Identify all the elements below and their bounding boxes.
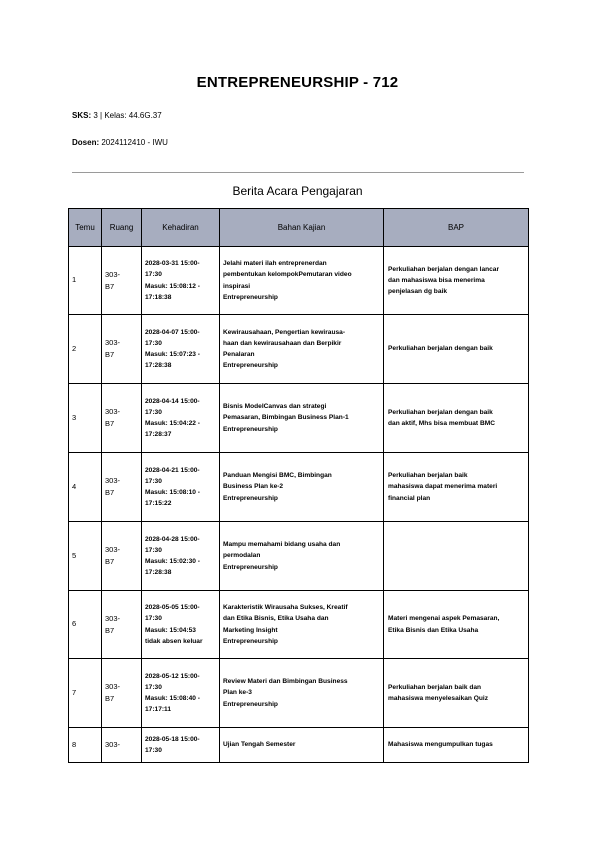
cell-bap-line: mahasiswa menyelesaikan Quiz xyxy=(388,695,489,702)
cell-bap xyxy=(384,247,529,315)
cell-kehadiran-line: 17:28:38 xyxy=(145,362,172,370)
cell-bap xyxy=(384,453,529,522)
cell-kehadiran-line: 17:30 xyxy=(145,408,162,416)
dosen-label: Dosen: xyxy=(72,138,100,147)
table-row xyxy=(69,659,529,728)
cell-bahan-kajian-line: pembentukan kelompokPemutaran video xyxy=(223,271,352,279)
table-row xyxy=(69,315,529,384)
cell-kehadiran-line: 17:30 xyxy=(145,546,162,554)
cell-bahan-kajian-line: Pemasaran, Bimbingan Business Plan-1 xyxy=(223,414,349,422)
teaching-log-table xyxy=(68,208,529,763)
column-header-bahan-kajian: Bahan Kajian xyxy=(220,209,384,247)
cell-ruang-line: B7 xyxy=(105,419,115,428)
cell-bahan-kajian-line: Review Materi dan Bimbingan Business xyxy=(223,678,348,686)
cell-bahan-kajian-line: Entrepreneurship xyxy=(223,494,278,502)
cell-bahan-kajian-line: inspirasi xyxy=(223,282,251,290)
column-header-kehadiran: Kehadiran xyxy=(142,209,220,247)
lecturer-meta xyxy=(72,138,168,147)
table-row xyxy=(69,728,529,763)
cell-kehadiran xyxy=(142,522,220,591)
cell-ruang-line: 303- xyxy=(105,545,121,554)
cell-ruang xyxy=(102,384,142,453)
cell-kehadiran-line: 2028-04-07 15:00- xyxy=(145,328,200,336)
cell-kehadiran-line: Masuk: 15:08:40 - xyxy=(145,695,200,702)
cell-kehadiran-line: 17:15:22 xyxy=(145,500,172,508)
cell-kehadiran-line: Masuk: 15:07:23 - xyxy=(145,351,200,358)
cell-bap-line: dan aktif, Mhs bisa membuat BMC xyxy=(388,420,495,427)
cell-bahan-kajian-line: Plan ke-3 xyxy=(223,689,252,697)
cell-bap-line: financial plan xyxy=(388,494,431,502)
cell-kehadiran xyxy=(142,591,220,659)
cell-kehadiran xyxy=(142,659,220,728)
cell-kehadiran-line: 17:30 xyxy=(145,747,162,754)
cell-ruang xyxy=(102,522,142,591)
cell-bahan-kajian-line: Marketing Insight xyxy=(223,626,278,634)
cell-bahan-kajian xyxy=(220,591,384,659)
cell-bahan-kajian xyxy=(220,522,384,591)
cell-bahan-kajian xyxy=(220,659,384,728)
cell-ruang xyxy=(102,591,142,659)
table-row xyxy=(69,453,529,522)
cell-bahan-kajian-line: haan dan kewirausahaan dan Berpikir xyxy=(223,339,342,347)
cell-ruang-line: 303- xyxy=(105,613,121,623)
cell-ruang-line: 303- xyxy=(105,682,121,691)
cell-bahan-kajian-line: Bisnis ModelCanvas dan strategi xyxy=(223,403,327,411)
cell-ruang-line: 303- xyxy=(105,740,121,749)
table-row xyxy=(69,384,529,453)
cell-kehadiran-line: 17:30 xyxy=(145,683,162,691)
cell-ruang-line: 303- xyxy=(105,476,121,485)
cell-kehadiran-line: 17:17:11 xyxy=(145,706,172,714)
cell-temu: 5 xyxy=(69,522,102,591)
cell-bap-line: mahasiswa dapat menerima materi xyxy=(388,483,498,491)
cell-kehadiran-line: tidak absen keluar xyxy=(145,637,203,645)
cell-bap-line: Mahasiswa mengumpulkan tugas xyxy=(388,741,493,749)
cell-ruang xyxy=(102,728,142,763)
cell-bahan-kajian-line: Karakteristik Wirausaha Sukses, Kreatif xyxy=(223,604,348,612)
cell-bahan-kajian-line: Penalaran xyxy=(223,351,255,358)
cell-bap-line: penjelasan dg baik xyxy=(388,288,447,296)
cell-bahan-kajian-line: Kewirausahaan, Pengertian kewirausa- xyxy=(223,328,346,336)
cell-kehadiran-line: 2028-04-21 15:00- xyxy=(145,466,200,474)
cell-ruang xyxy=(102,247,142,315)
cell-bap xyxy=(384,522,529,591)
cell-ruang-line: B7 xyxy=(105,488,115,497)
cell-kehadiran-line: 17:18:38 xyxy=(145,293,172,301)
cell-kehadiran-line: 17:28:38 xyxy=(145,569,172,577)
cell-ruang-line: B7 xyxy=(105,625,115,635)
cell-kehadiran xyxy=(142,728,220,763)
column-header-bap: BAP xyxy=(384,209,529,247)
cell-bahan-kajian-line: Entrepreneurship xyxy=(223,293,278,301)
cell-bahan-kajian-line: Business Plan ke-2 xyxy=(223,483,284,491)
cell-kehadiran-line: Masuk: 15:02:30 - xyxy=(145,558,200,565)
cell-kehadiran-line: 2028-04-28 15:00- xyxy=(145,535,200,543)
column-header-ruang: Ruang xyxy=(102,209,142,247)
cell-bap-line: Etika Bisnis dan Etika Usaha xyxy=(388,626,479,634)
cell-kehadiran-line: Masuk: 15:08:12 - xyxy=(145,282,200,290)
cell-kehadiran-line: 17:30 xyxy=(145,339,162,347)
cell-kehadiran xyxy=(142,315,220,384)
cell-bap xyxy=(384,591,529,659)
column-header-temu: Temu xyxy=(69,209,102,247)
cell-ruang-line: B7 xyxy=(105,281,115,291)
sks-value: 3 | Kelas: 44.6G.37 xyxy=(93,111,162,120)
table-row xyxy=(69,247,529,315)
cell-bahan-kajian-line: Entrepreneurship xyxy=(223,700,278,708)
page-title: ENTREPRENEURSHIP - 712 xyxy=(196,74,399,91)
cell-ruang-line: B7 xyxy=(105,350,115,359)
cell-temu: 8 xyxy=(69,728,102,763)
cell-bahan-kajian-line: Entrepreneurship xyxy=(223,425,278,433)
cell-ruang xyxy=(102,453,142,522)
cell-bap-line: Materi mengenai aspek Pemasaran, xyxy=(388,615,500,623)
cell-bahan-kajian-line: Mampu memahami bidang usaha dan xyxy=(223,541,341,549)
cell-bahan-kajian-line: dan Etika Bisnis, Etika Usaha dan xyxy=(223,615,329,623)
dosen-value: 2024112410 - IWU xyxy=(101,138,168,147)
cell-ruang-line: B7 xyxy=(105,557,115,566)
sks-label: SKS: xyxy=(72,111,92,120)
cell-temu: 7 xyxy=(69,659,102,728)
cell-kehadiran-line: 17:30 xyxy=(145,477,162,485)
cell-kehadiran xyxy=(142,384,220,453)
cell-temu: 2 xyxy=(69,315,102,384)
cell-kehadiran-line: Masuk: 15:04:22 - xyxy=(145,420,200,427)
cell-kehadiran-line: 2028-03-31 15:00- xyxy=(145,260,200,268)
cell-ruang xyxy=(102,315,142,384)
cell-bap-line: Perkuliahan berjalan dengan baik xyxy=(388,408,493,416)
cell-kehadiran-line: 17:30 xyxy=(145,615,162,623)
cell-temu: 1 xyxy=(69,247,102,315)
course-meta xyxy=(72,111,162,120)
cell-kehadiran-line: 2028-05-18 15:00- xyxy=(145,735,200,743)
table-header-row xyxy=(69,209,529,247)
cell-kehadiran xyxy=(142,247,220,315)
cell-bahan-kajian-line: Jelahi materi ilah entreprenerdan xyxy=(223,260,327,268)
cell-bap-line: Perkuliahan berjalan baik dan xyxy=(388,683,482,691)
cell-ruang xyxy=(102,659,142,728)
cell-bahan-kajian-line: Entrepreneurship xyxy=(223,563,278,571)
cell-temu: 6 xyxy=(69,591,102,659)
cell-kehadiran-line: 17:30 xyxy=(145,271,162,279)
cell-bap xyxy=(384,659,529,728)
cell-bap xyxy=(384,384,529,453)
cell-ruang-line: 303- xyxy=(105,269,121,279)
cell-temu: 4 xyxy=(69,453,102,522)
cell-bap xyxy=(384,728,529,763)
cell-bahan-kajian xyxy=(220,247,384,315)
cell-kehadiran-line: Masuk: 15:08:10 - xyxy=(145,489,200,496)
table-body xyxy=(69,247,529,763)
cell-bahan-kajian xyxy=(220,728,384,763)
section-title: Berita Acara Pengajaran xyxy=(232,184,363,198)
cell-bahan-kajian-line: Entrepreneurship xyxy=(223,637,278,645)
cell-bahan-kajian xyxy=(220,453,384,522)
cell-bahan-kajian-line: permodalan xyxy=(223,552,261,560)
cell-ruang-line: 303- xyxy=(105,407,121,416)
cell-bahan-kajian xyxy=(220,315,384,384)
cell-temu: 3 xyxy=(69,384,102,453)
cell-ruang-line: B7 xyxy=(105,694,115,703)
cell-kehadiran xyxy=(142,453,220,522)
cell-kehadiran-line: 2028-05-12 15:00- xyxy=(145,672,200,680)
cell-bahan-kajian xyxy=(220,384,384,453)
cell-ruang-line: 303- xyxy=(105,338,121,347)
cell-bap-line: Perkuliahan berjalan dengan lancar xyxy=(388,265,500,273)
cell-kehadiran-line: 17:28:37 xyxy=(145,431,172,439)
cell-bap-line: Perkuliahan berjalan baik xyxy=(388,472,468,480)
cell-bap-line: Perkuliahan berjalan dengan baik xyxy=(388,345,493,353)
cell-bap xyxy=(384,315,529,384)
cell-kehadiran-line: 2028-05-05 15:00- xyxy=(145,604,200,612)
divider xyxy=(72,172,524,173)
cell-bahan-kajian-line: Panduan Mengisi BMC, Bimbingan xyxy=(223,472,332,480)
cell-bahan-kajian-line: Entrepreneurship xyxy=(223,362,278,370)
cell-kehadiran-line: 2028-04-14 15:00- xyxy=(145,397,200,405)
table-row xyxy=(69,591,529,659)
cell-bahan-kajian-line: Ujian Tengah Semester xyxy=(223,741,296,749)
cell-kehadiran-line: Masuk: 15:04:53 xyxy=(145,626,196,634)
table-row xyxy=(69,522,529,591)
cell-bap-line: dan mahasiswa bisa menerima xyxy=(388,276,485,284)
